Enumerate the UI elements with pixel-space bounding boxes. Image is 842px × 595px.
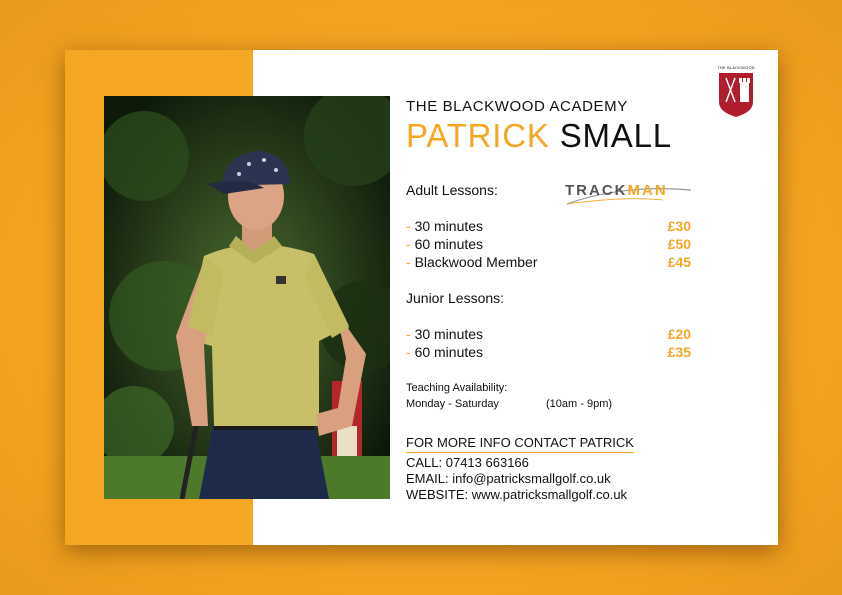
contact-heading: FOR MORE INFO CONTACT PATRICK [406, 435, 634, 453]
contact-website[interactable]: WEBSITE: www.patricksmallgolf.co.uk [406, 487, 628, 502]
lesson-label: Blackwood Member [414, 254, 538, 270]
trackman-logo [563, 178, 693, 208]
coach-name [406, 116, 672, 156]
trackman-part1: TRACK [565, 182, 628, 199]
flyer-card [65, 50, 778, 545]
availability-days: Monday - Saturday [406, 398, 499, 410]
lesson-label: 60 minutes [414, 236, 484, 252]
adult-item-30 [406, 218, 691, 236]
lesson-label: 30 minutes [414, 326, 484, 342]
contact-phone[interactable]: CALL: 07413 663166 [406, 455, 529, 470]
lesson-price: £50 [667, 236, 691, 252]
bullet-dash: - [406, 326, 415, 342]
availability-title: Teaching Availability: [406, 382, 508, 394]
availability-hours: (10am - 9pm) [546, 398, 613, 410]
contact-email[interactable]: EMAIL: info@patricksmallgolf.co.uk [406, 471, 611, 486]
bullet-dash: - [406, 344, 415, 360]
lesson-price: £45 [667, 254, 691, 270]
academy-title: THE BLACKWOOD ACADEMY [406, 98, 628, 115]
coach-first-name: PATRICK [406, 117, 550, 154]
lesson-price: £35 [667, 344, 691, 360]
trackman-part2: MAN [627, 182, 668, 199]
lesson-price: £20 [667, 326, 691, 342]
junior-item-30 [406, 326, 691, 344]
junior-item-60 [406, 344, 691, 362]
coach-last-name: SMALL [559, 117, 672, 154]
adult-lessons-title: Adult Lessons: [406, 182, 498, 198]
adult-item-60 [406, 236, 691, 254]
golfer-photo [104, 96, 390, 499]
lesson-price: £30 [667, 218, 691, 234]
adult-item-member [406, 254, 691, 272]
golfer-illustration [104, 96, 390, 499]
junior-lessons-title: Junior Lessons: [406, 290, 505, 306]
bullet-dash: - [406, 236, 415, 252]
bullet-dash: - [406, 218, 415, 234]
lesson-label: 30 minutes [414, 218, 484, 234]
bullet-dash: - [406, 254, 415, 270]
crest-label: THE BLACKWOOD [717, 65, 755, 70]
lesson-label: 60 minutes [414, 344, 484, 360]
golf-crest-icon [717, 64, 755, 118]
